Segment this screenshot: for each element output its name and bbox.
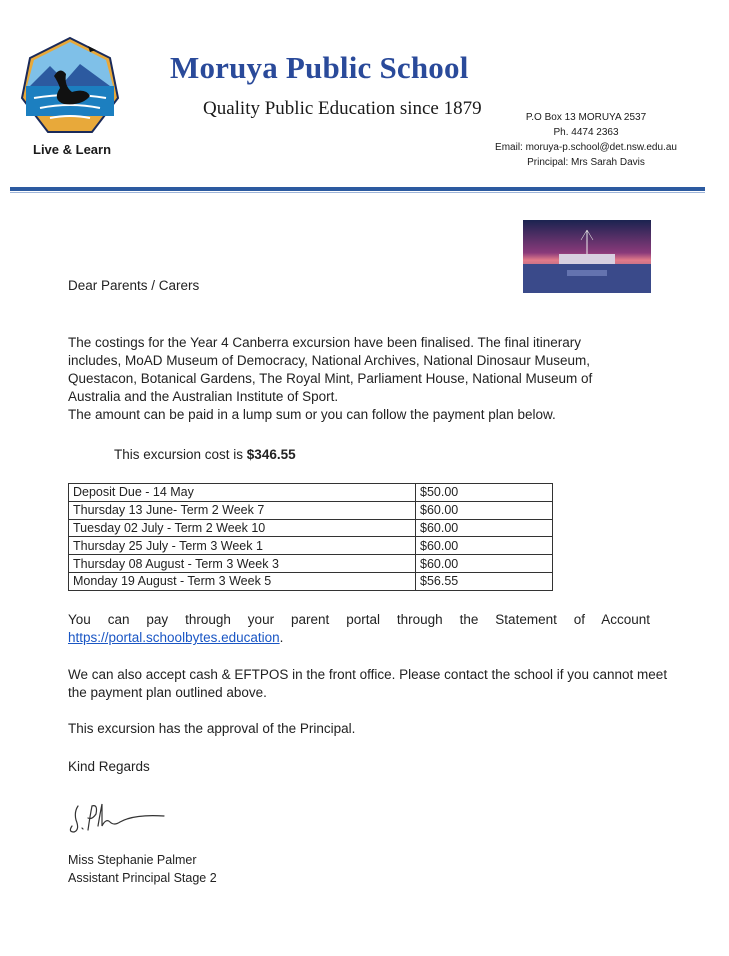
table-row	[69, 519, 553, 537]
portal-link[interactable]: https://portal.schoolbytes.education	[68, 630, 280, 645]
header-divider-thin	[10, 192, 705, 193]
payment-amount: $50.00	[416, 484, 553, 502]
school-motto: Live & Learn	[33, 142, 112, 157]
table-row	[69, 555, 553, 573]
closing: Kind Regards	[68, 759, 150, 774]
table-row	[69, 484, 553, 502]
school-tagline: Quality Public Education since 1879	[203, 98, 482, 119]
salutation: Dear Parents / Carers	[68, 278, 200, 293]
payment-amount: $60.00	[416, 519, 553, 537]
handwritten-signature	[64, 796, 174, 838]
signer-name: Miss Stephanie Palmer	[68, 853, 197, 867]
approval-paragraph: This excursion has the approval of the Principal.	[68, 721, 356, 736]
itinerary-line: Australia and the Australian Institute of Sport.	[68, 389, 339, 404]
itinerary-line: The amount can be paid in a lump sum or you can follow the payment plan below.	[68, 407, 556, 422]
table-row	[69, 501, 553, 519]
cost-value: $346.55	[246, 447, 296, 462]
payment-amount: $60.00	[416, 555, 553, 573]
contact-phone: Ph. 4474 2363	[553, 127, 619, 138]
contact-email: Email: moruya-p.school@det.nsw.edu.au	[495, 142, 677, 153]
cost-label: This excursion cost is	[114, 447, 247, 462]
portal-suffix: .	[279, 630, 284, 645]
contact-block	[491, 110, 681, 170]
itinerary-paragraph	[68, 334, 658, 424]
itinerary-line: Questacon, Botanical Gardens, The Royal Mint, Parliament House, National Museum of	[68, 371, 593, 386]
payment-date: Deposit Due - 14 May	[69, 484, 416, 502]
cash-paragraph: We can also accept cash & EFTPOS in the front office. Please contact the school if you cannot meet the payment plan outlined above.	[68, 667, 668, 700]
payment-plan-table	[68, 483, 553, 591]
table-row	[69, 537, 553, 555]
portal-paragraph	[68, 611, 650, 647]
school-logo	[20, 36, 120, 136]
contact-po-box: P.O Box 13 MORUYA 2537	[525, 112, 647, 123]
itinerary-line: includes, MoAD Museum of Democracy, National Archives, National Dinosaur Museum,	[68, 353, 590, 368]
school-name: Moruya Public School	[170, 50, 469, 85]
payment-date: Thursday 25 July - Term 3 Week 1	[69, 537, 416, 555]
payment-amount: $56.55	[416, 572, 553, 590]
contact-principal: Principal: Mrs Sarah Davis	[527, 157, 645, 168]
excursion-cost	[114, 446, 296, 464]
table-row	[69, 572, 553, 590]
portal-text: You can pay through your parent portal through the Statement of Account	[68, 612, 650, 627]
itinerary-line: The costings for the Year 4 Canberra excursion have been finalised. The final itinerary	[68, 335, 582, 350]
signer-role: Assistant Principal Stage 2	[68, 871, 217, 885]
payment-amount: $60.00	[416, 537, 553, 555]
payment-date: Monday 19 August - Term 3 Week 5	[69, 572, 416, 590]
header-divider	[10, 187, 705, 191]
payment-date: Tuesday 02 July - Term 2 Week 10	[69, 519, 416, 537]
payment-date: Thursday 13 June- Term 2 Week 7	[69, 501, 416, 519]
payment-date: Thursday 08 August - Term 3 Week 3	[69, 555, 416, 573]
parliament-house-photo	[523, 220, 651, 293]
payment-amount: $60.00	[416, 501, 553, 519]
